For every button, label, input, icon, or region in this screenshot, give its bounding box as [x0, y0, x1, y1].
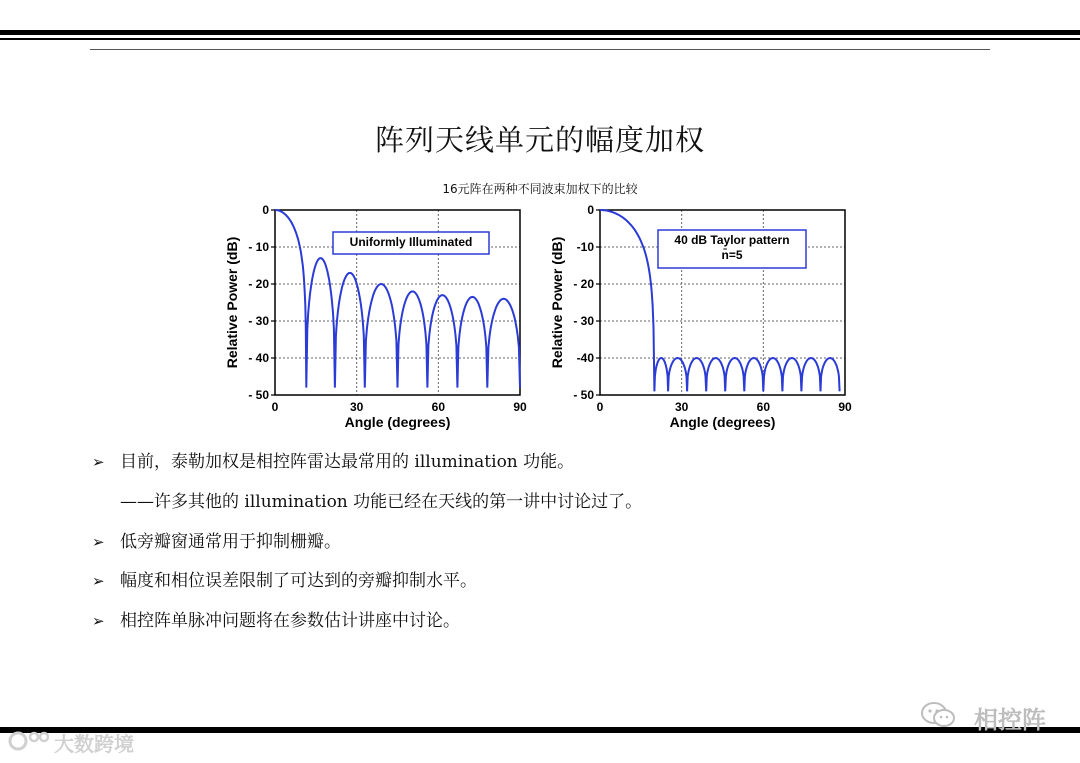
y-tick-label: - 20 [573, 277, 594, 291]
bullet-text: 低旁瓣窗通常用于抑制栅瓣。 [120, 532, 341, 552]
watermark-left: 大数跨境 [54, 732, 134, 756]
y-tick-label: - 50 [248, 388, 269, 402]
top-border-thick [0, 30, 1080, 35]
chart-uniform [215, 198, 545, 438]
y-axis-label: Relative Power (dB) [224, 236, 240, 369]
bullet-item [92, 571, 477, 591]
y-tick-label: - 20 [248, 277, 269, 291]
bullet-item [92, 452, 574, 472]
legend-label: Uniformly Illuminated [349, 235, 473, 249]
x-tick-label: 90 [513, 400, 527, 414]
bottom-border-thick [0, 727, 1080, 733]
x-tick-label: 0 [271, 400, 279, 414]
bullet-text: 幅度和相位误差限制了可达到的旁瓣抑制水平。 [120, 571, 477, 591]
y-tick-label: - 30 [248, 314, 269, 328]
bullet-text: 相控阵单脉冲问题将在参数估计讲座中讨论。 [120, 611, 460, 631]
legend-label: 40 dB Taylor pattern [674, 233, 790, 247]
bullet-text: 目前，泰勒加权是相控阵雷达最常用的 illumination 功能。 [120, 452, 575, 472]
watermark-right: 相控阵 [974, 706, 1046, 734]
y-tick-label: - 30 [573, 314, 594, 328]
y-axis-label: Relative Power (dB) [549, 236, 565, 369]
bullet-text: ——许多其他的 illumination 功能已经在天线的第一讲中讨论过了。 [120, 492, 643, 512]
brand-logo-icon [8, 728, 52, 754]
y-tick-label: -10 [576, 240, 594, 254]
slide-title: 阵列天线单元的幅度加权 [374, 123, 705, 157]
bullet-item [92, 532, 341, 552]
y-tick-label: 0 [587, 203, 594, 217]
chart-taylor [540, 198, 870, 438]
arrow-bullet-icon: ➢ [92, 572, 105, 590]
y-tick-label: -40 [576, 351, 594, 365]
x-tick-label: 30 [674, 400, 689, 414]
x-tick-label: 0 [596, 400, 604, 414]
x-axis-label: Angle (degrees) [669, 414, 776, 430]
top-border-thin [0, 38, 1080, 40]
figure-caption: 16元阵在两种不同波束加权下的比较 [442, 182, 638, 196]
y-tick-label: 0 [262, 203, 269, 217]
x-tick-label: 60 [756, 400, 771, 414]
arrow-bullet-icon: ➢ [92, 612, 105, 630]
y-tick-label: - 50 [573, 388, 594, 402]
bullet-item [92, 611, 460, 631]
x-tick-label: 60 [431, 400, 446, 414]
wechat-icon [920, 700, 958, 730]
x-axis-label: Angle (degrees) [344, 414, 451, 430]
arrow-bullet-icon: ➢ [92, 453, 105, 471]
legend-sublabel: n̄=5 [721, 248, 743, 262]
x-tick-label: 30 [349, 400, 364, 414]
x-tick-label: 90 [838, 400, 852, 414]
header-rule [90, 49, 990, 50]
y-tick-label: - 40 [248, 351, 269, 365]
y-tick-label: - 10 [248, 240, 269, 254]
arrow-bullet-icon: ➢ [92, 533, 105, 551]
bullet-item [92, 492, 642, 512]
